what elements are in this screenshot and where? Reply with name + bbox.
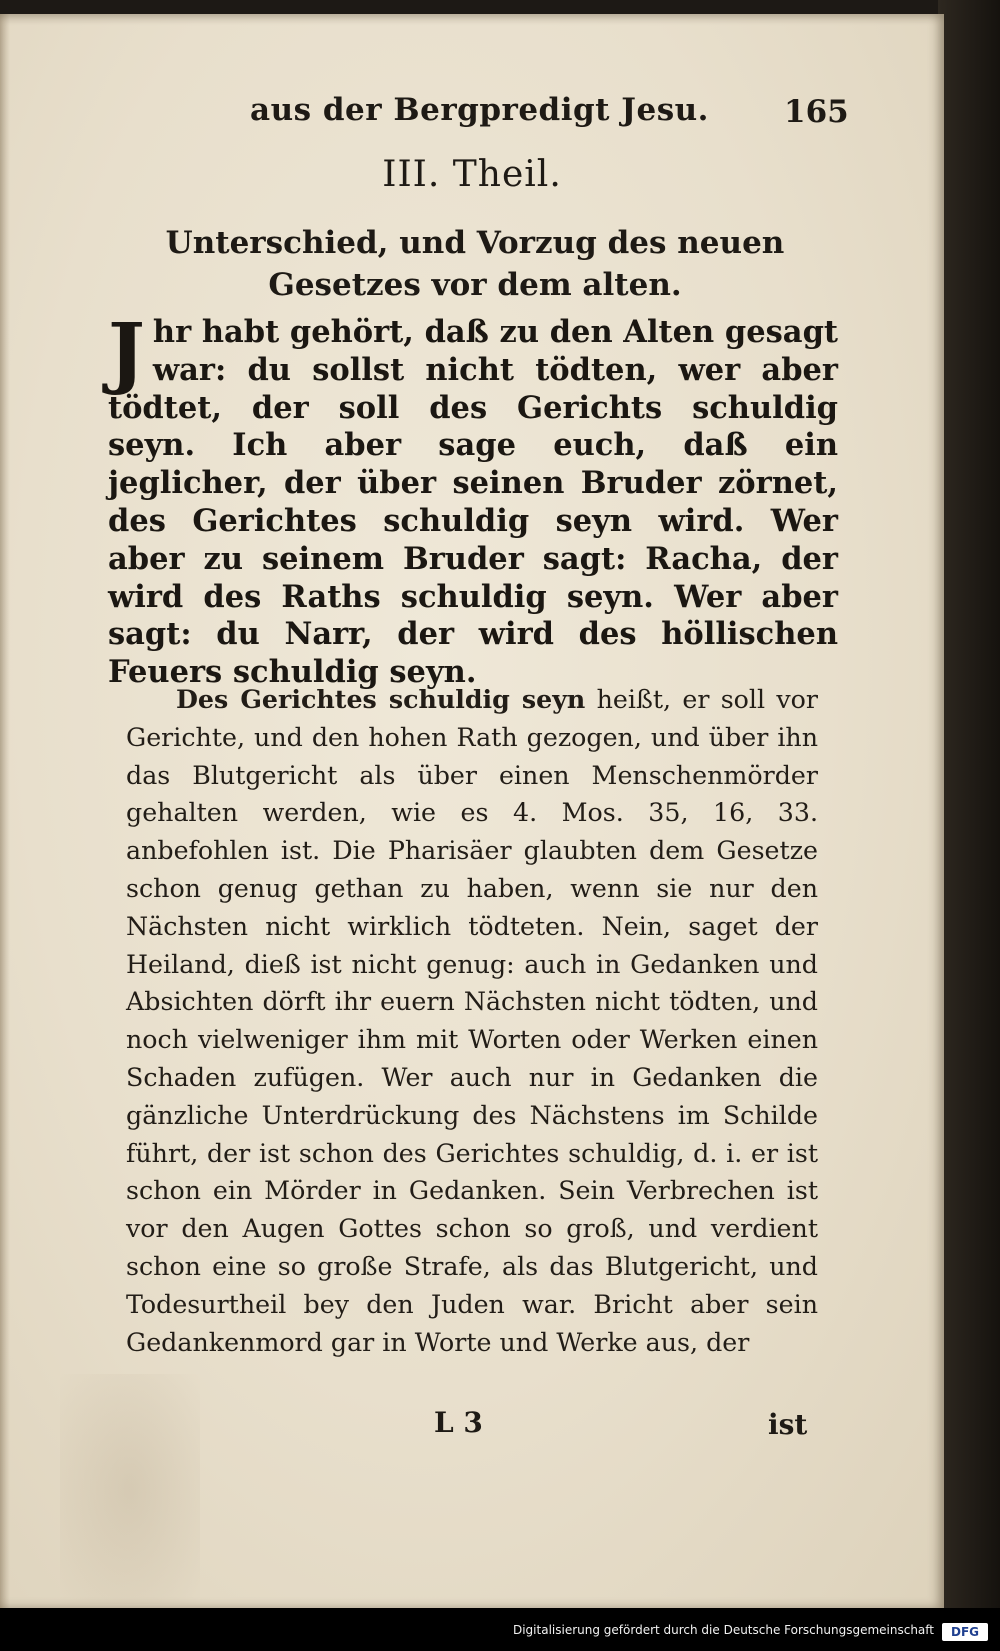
- commentary-text: heißt, er soll vor Gerichte, und den hohen Rath gezogen, und über ihn das Blutgericht als über einen Menschenmörder gehalten werden, wie es 4. Mos. 35, 16, 33. anbefohlen ist. Die Pharisäer glaubten dem Gesetze schon genug gethan zu haben, wenn sie nur den Nächsten nicht wirklich tödteten. Nein, saget der Heiland, dieß ist nicht genug: auch in Gedanken und Absichten dörft ihr euern Nächsten nicht tödten, und noch vielweniger ihm mit Worten oder Werken einen Schaden zufügen. Wer auch nur in Gedanken die gänzliche Unterdrückung des Nächstens im Schilde führt, der ist schon des Gerichtes schuldig, d. i. er ist schon ein Mörder in Gedanken. Sein Verbrechen ist vor den Augen Gottes schon so groß, und verdient schon eine so große Strafe, als das Blutgericht, und Todesurtheil bey den Juden war. Bricht aber sein Gedankenmord gar in Worte und Werke aus, der: [126, 685, 818, 1357]
- funding-credit: Digitalisierung gefördert durch die Deutsche Forschungsgemeinschaft: [512, 1623, 934, 1637]
- book-page: [0, 14, 944, 1608]
- section-title: Unterschied, und Vorzug des neuen Gesetzes vor dem alten.: [165, 225, 785, 303]
- footer-bar: [0, 1608, 1000, 1651]
- catchword: ist: [768, 1408, 808, 1441]
- part-title: III. Theil.: [382, 154, 562, 195]
- scripture-text: hr habt gehört, daß zu den Alten gesagt war: du sollst nicht tödten, wer aber tödtet, der soll des Gerichts schuldig seyn. Ich aber sage euch, daß ein jeglicher, der über seinen Bruder zörnet, des Gerichtes schuldig seyn wird. Wer aber zu seinem Bruder sagt: Racha, der wird des Raths schuldig seyn. Wer aber sagt: du Narr, der wird des höllischen Feuers schuldig seyn.: [108, 314, 838, 691]
- page-number: 165: [784, 94, 849, 130]
- scripture-passage: [108, 307, 838, 692]
- page-edge-shadow: [0, 14, 10, 1608]
- scan-border-right: [938, 0, 1000, 1651]
- dfg-logo: DFG: [942, 1623, 988, 1641]
- signature-mark: L 3: [434, 1406, 483, 1439]
- commentary-paragraph: [126, 681, 818, 1361]
- running-head: aus der Bergpredigt Jesu.: [250, 92, 709, 128]
- commentary-lead: Des Gerichtes schuldig seyn: [176, 684, 586, 714]
- page-smudge: [60, 1374, 200, 1604]
- drop-cap: J: [108, 307, 145, 398]
